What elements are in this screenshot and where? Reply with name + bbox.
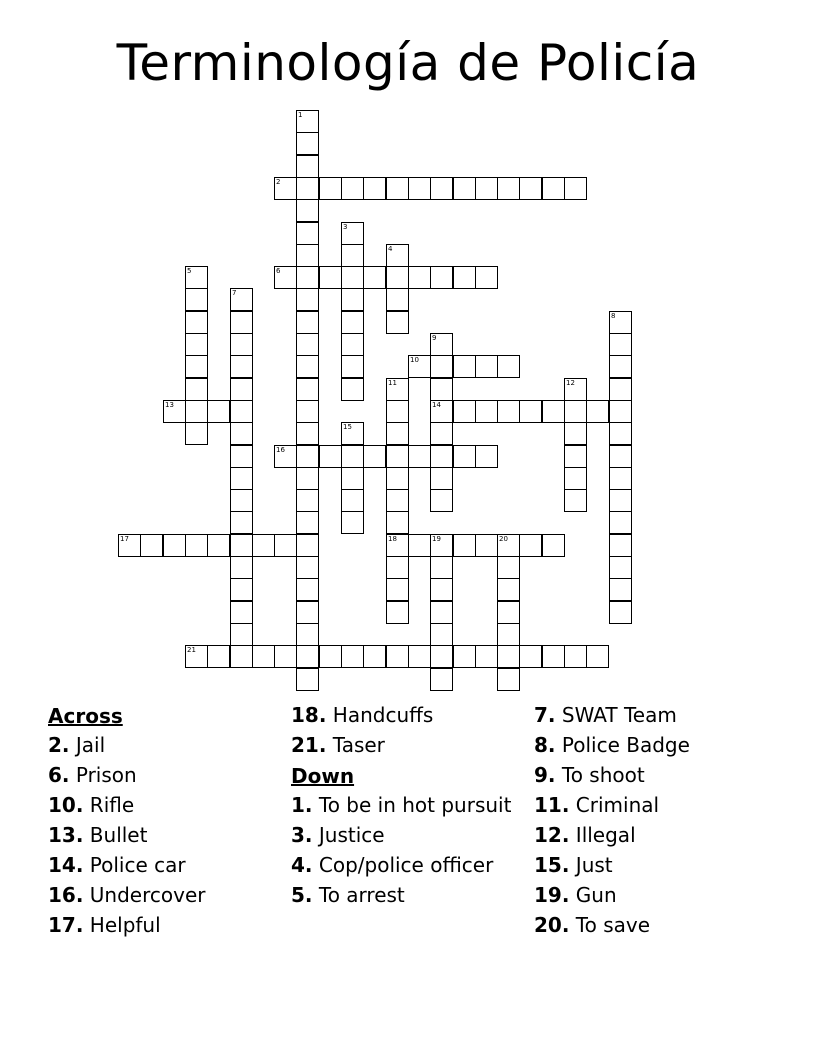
cell-number: 6 (276, 267, 281, 275)
grid-cell[interactable] (430, 422, 453, 445)
clue-number: 21. (291, 733, 327, 757)
grid-cell[interactable] (408, 445, 431, 468)
clue-item (48, 851, 278, 881)
grid-cell[interactable] (609, 578, 632, 601)
grid-cell[interactable] (609, 601, 632, 624)
grid-cell[interactable] (140, 534, 163, 557)
grid-cell[interactable] (296, 578, 319, 601)
clue-item (291, 851, 521, 881)
grid-cell[interactable] (609, 489, 632, 512)
down-clue-list-cont (534, 701, 764, 941)
grid-cell[interactable] (296, 378, 319, 401)
clue-item (534, 911, 764, 941)
clue-number: 8. (534, 733, 556, 757)
clue-item (48, 881, 278, 911)
grid-cell[interactable] (609, 333, 632, 356)
grid-cell[interactable] (497, 578, 520, 601)
cell-number: 13 (165, 401, 174, 409)
clue-item (534, 851, 764, 881)
grid-cell[interactable] (430, 400, 453, 423)
grid-cell[interactable] (230, 645, 253, 668)
grid-cell[interactable] (386, 311, 409, 334)
cell-number: 10 (410, 356, 419, 364)
clue-item (48, 911, 278, 941)
grid-cell[interactable] (274, 177, 297, 200)
grid-cell[interactable] (564, 378, 587, 401)
grid-cell[interactable] (475, 445, 498, 468)
grid-cell[interactable] (296, 155, 319, 178)
grid-cell[interactable] (430, 266, 453, 289)
clue-number: 19. (534, 883, 570, 907)
grid-cell[interactable] (341, 422, 364, 445)
grid-cell[interactable] (586, 645, 609, 668)
grid-cell[interactable] (230, 489, 253, 512)
clue-item (534, 731, 764, 761)
grid-cell[interactable] (296, 445, 319, 468)
grid-cell[interactable] (296, 311, 319, 334)
grid-cell[interactable] (319, 177, 342, 200)
grid-cell[interactable] (386, 177, 409, 200)
grid-cell[interactable] (207, 534, 230, 557)
grid-cell[interactable] (609, 534, 632, 557)
across-clue-list-cont (291, 701, 521, 761)
clue-number: 15. (534, 853, 570, 877)
clue-item (48, 761, 278, 791)
grid-cell[interactable] (497, 400, 520, 423)
grid-cell[interactable] (274, 266, 297, 289)
grid-cell[interactable] (408, 355, 431, 378)
grid-cell[interactable] (408, 266, 431, 289)
grid-cell[interactable] (185, 422, 208, 445)
grid-cell[interactable] (341, 489, 364, 512)
grid-cell[interactable] (386, 378, 409, 401)
grid-cell[interactable] (363, 177, 386, 200)
cell-number: 16 (276, 446, 285, 454)
grid-cell[interactable] (341, 378, 364, 401)
grid-cell[interactable] (564, 445, 587, 468)
clues-column-1 (48, 701, 278, 941)
grid-cell[interactable] (475, 645, 498, 668)
grid-cell[interactable] (207, 645, 230, 668)
grid-cell[interactable] (296, 489, 319, 512)
clue-text: To be in hot pursuit (312, 793, 512, 817)
cell-number: 12 (566, 379, 575, 387)
clue-text: Illegal (569, 823, 636, 847)
grid-cell[interactable] (519, 645, 542, 668)
grid-cell[interactable] (609, 556, 632, 579)
clue-number: 11. (534, 793, 570, 817)
grid-cell[interactable] (497, 668, 520, 691)
grid-cell[interactable] (430, 333, 453, 356)
grid-cell[interactable] (230, 534, 253, 557)
clue-text: To shoot (555, 763, 645, 787)
grid-cell[interactable] (230, 400, 253, 423)
grid-cell[interactable] (564, 489, 587, 512)
grid-cell[interactable] (408, 177, 431, 200)
clue-item (291, 791, 521, 821)
clue-item (291, 701, 521, 731)
grid-cell[interactable] (542, 645, 565, 668)
grid-cell[interactable] (252, 645, 275, 668)
grid-cell[interactable] (230, 556, 253, 579)
clue-text: To arrest (312, 883, 405, 907)
grid-cell[interactable] (296, 244, 319, 267)
grid-cell[interactable] (363, 645, 386, 668)
cell-number: 9 (432, 334, 437, 342)
clue-text: Cop/police officer (312, 853, 494, 877)
grid-cell[interactable] (230, 378, 253, 401)
clue-item (48, 731, 278, 761)
grid-cell[interactable] (118, 534, 141, 557)
cell-number: 1 (298, 111, 303, 119)
cell-number: 20 (499, 535, 508, 543)
grid-cell[interactable] (609, 422, 632, 445)
cell-number: 19 (432, 535, 441, 543)
grid-cell[interactable] (386, 489, 409, 512)
grid-cell[interactable] (319, 266, 342, 289)
grid-cell[interactable] (497, 556, 520, 579)
clue-text: Taser (326, 733, 385, 757)
grid-cell[interactable] (519, 534, 542, 557)
grid-cell[interactable] (319, 645, 342, 668)
grid-cell[interactable] (185, 311, 208, 334)
clue-number: 7. (534, 703, 556, 727)
clues-column-2 (291, 701, 521, 911)
grid-cell[interactable] (453, 534, 476, 557)
clue-item (534, 701, 764, 731)
grid-cell[interactable] (430, 534, 453, 557)
cell-number: 8 (611, 312, 616, 320)
clue-item (291, 881, 521, 911)
clue-number: 17. (48, 913, 84, 937)
clue-text: Justice (312, 823, 385, 847)
grid-cell[interactable] (386, 645, 409, 668)
grid-cell[interactable] (341, 222, 364, 245)
clue-text: Just (569, 853, 613, 877)
cell-number: 21 (187, 646, 196, 654)
clue-text: SWAT Team (555, 703, 677, 727)
grid-cell[interactable] (185, 355, 208, 378)
cell-number: 11 (388, 379, 397, 387)
grid-cell[interactable] (430, 623, 453, 646)
grid-cell[interactable] (564, 645, 587, 668)
grid-cell[interactable] (497, 534, 520, 557)
grid-cell[interactable] (296, 422, 319, 445)
grid-cell[interactable] (386, 422, 409, 445)
grid-cell[interactable] (207, 400, 230, 423)
grid-cell[interactable] (430, 355, 453, 378)
grid-cell[interactable] (430, 467, 453, 490)
grid-cell[interactable] (408, 534, 431, 557)
cell-number: 7 (232, 289, 237, 297)
grid-cell[interactable] (341, 288, 364, 311)
grid-cell[interactable] (430, 601, 453, 624)
grid-cell[interactable] (519, 177, 542, 200)
puzzle-title: Terminología de Policía (116, 34, 700, 92)
grid-cell[interactable] (185, 645, 208, 668)
across-heading: Across (48, 704, 123, 728)
grid-cell[interactable] (430, 445, 453, 468)
grid-cell[interactable] (341, 266, 364, 289)
clue-number: 16. (48, 883, 84, 907)
grid-cell[interactable] (497, 623, 520, 646)
grid-cell[interactable] (609, 400, 632, 423)
clue-number: 13. (48, 823, 84, 847)
clue-number: 14. (48, 853, 84, 877)
grid-cell[interactable] (453, 266, 476, 289)
clue-text: Handcuffs (326, 703, 434, 727)
clue-number: 12. (534, 823, 570, 847)
grid-cell[interactable] (252, 534, 275, 557)
clue-text: Rifle (83, 793, 135, 817)
grid-cell[interactable] (230, 355, 253, 378)
grid-cell[interactable] (586, 400, 609, 423)
clue-number: 2. (48, 733, 70, 757)
grid-cell[interactable] (386, 445, 409, 468)
grid-cell[interactable] (609, 445, 632, 468)
grid-cell[interactable] (230, 445, 253, 468)
grid-cell[interactable] (363, 445, 386, 468)
grid-cell[interactable] (185, 378, 208, 401)
grid-cell[interactable] (163, 400, 186, 423)
grid-cell[interactable] (341, 355, 364, 378)
clue-item (291, 731, 521, 761)
grid-cell[interactable] (185, 534, 208, 557)
grid-cell[interactable] (363, 266, 386, 289)
grid-cell[interactable] (296, 110, 319, 133)
grid-cell[interactable] (230, 601, 253, 624)
clue-number: 18. (291, 703, 327, 727)
grid-cell[interactable] (296, 288, 319, 311)
clue-text: Bullet (83, 823, 148, 847)
grid-cell[interactable] (296, 400, 319, 423)
grid-cell[interactable] (430, 578, 453, 601)
grid-cell[interactable] (274, 445, 297, 468)
clue-number: 5. (291, 883, 313, 907)
clue-text: Police car (83, 853, 186, 877)
grid-cell[interactable] (542, 177, 565, 200)
grid-cell[interactable] (296, 177, 319, 200)
grid-cell[interactable] (475, 400, 498, 423)
grid-cell[interactable] (341, 311, 364, 334)
down-clue-list (291, 791, 521, 911)
grid-cell[interactable] (341, 445, 364, 468)
grid-cell[interactable] (430, 556, 453, 579)
clue-text: Criminal (569, 793, 660, 817)
grid-cell[interactable] (519, 400, 542, 423)
grid-cell[interactable] (230, 422, 253, 445)
grid-cell[interactable] (408, 645, 431, 668)
grid-cell[interactable] (497, 645, 520, 668)
clue-item (534, 761, 764, 791)
grid-cell[interactable] (386, 578, 409, 601)
grid-cell[interactable] (542, 534, 565, 557)
grid-cell[interactable] (386, 467, 409, 490)
grid-cell[interactable] (296, 132, 319, 155)
grid-cell[interactable] (296, 266, 319, 289)
grid-cell[interactable] (296, 534, 319, 557)
grid-cell[interactable] (475, 266, 498, 289)
grid-cell[interactable] (453, 355, 476, 378)
grid-cell[interactable] (386, 400, 409, 423)
grid-cell[interactable] (296, 199, 319, 222)
grid-cell[interactable] (430, 378, 453, 401)
grid-cell[interactable] (430, 645, 453, 668)
clue-text: Helpful (83, 913, 161, 937)
grid-cell[interactable] (497, 355, 520, 378)
grid-cell[interactable] (475, 177, 498, 200)
grid-cell[interactable] (609, 355, 632, 378)
grid-cell[interactable] (230, 288, 253, 311)
grid-cell[interactable] (185, 333, 208, 356)
clue-text: To save (569, 913, 651, 937)
grid-cell[interactable] (430, 489, 453, 512)
grid-cell[interactable] (185, 400, 208, 423)
grid-cell[interactable] (430, 668, 453, 691)
clue-item (291, 821, 521, 851)
grid-cell[interactable] (564, 177, 587, 200)
down-heading: Down (291, 764, 355, 788)
cell-number: 17 (120, 535, 129, 543)
grid-cell[interactable] (230, 333, 253, 356)
grid-cell[interactable] (542, 400, 565, 423)
grid-cell[interactable] (386, 534, 409, 557)
grid-cell[interactable] (163, 534, 186, 557)
clue-number: 3. (291, 823, 313, 847)
grid-cell[interactable] (296, 645, 319, 668)
grid-cell[interactable] (341, 177, 364, 200)
grid-cell[interactable] (296, 333, 319, 356)
grid-cell[interactable] (230, 511, 253, 534)
clue-item (48, 791, 278, 821)
grid-cell[interactable] (341, 244, 364, 267)
grid-cell[interactable] (296, 601, 319, 624)
grid-cell[interactable] (296, 511, 319, 534)
cell-number: 15 (343, 423, 352, 431)
grid-cell[interactable] (230, 623, 253, 646)
cell-number: 14 (432, 401, 441, 409)
grid-cell[interactable] (609, 311, 632, 334)
grid-cell[interactable] (609, 511, 632, 534)
grid-cell[interactable] (609, 467, 632, 490)
grid-cell[interactable] (230, 311, 253, 334)
grid-cell[interactable] (296, 355, 319, 378)
grid-cell[interactable] (386, 511, 409, 534)
clue-number: 20. (534, 913, 570, 937)
grid-cell[interactable] (230, 467, 253, 490)
grid-cell[interactable] (386, 288, 409, 311)
grid-cell[interactable] (386, 556, 409, 579)
cell-number: 18 (388, 535, 397, 543)
grid-cell[interactable] (341, 467, 364, 490)
grid-cell[interactable] (453, 645, 476, 668)
grid-cell[interactable] (319, 445, 342, 468)
grid-cell[interactable] (341, 511, 364, 534)
grid-cell[interactable] (296, 556, 319, 579)
grid-cell[interactable] (296, 467, 319, 490)
clue-text: Jail (69, 733, 106, 757)
grid-cell[interactable] (564, 400, 587, 423)
grid-cell[interactable] (475, 355, 498, 378)
grid-cell[interactable] (386, 266, 409, 289)
clue-item (534, 881, 764, 911)
cell-number: 3 (343, 223, 348, 231)
clue-number: 6. (48, 763, 70, 787)
grid-cell[interactable] (274, 645, 297, 668)
cell-number: 4 (388, 245, 393, 253)
grid-cell[interactable] (296, 668, 319, 691)
cell-number: 5 (187, 267, 192, 275)
grid-cell[interactable] (497, 177, 520, 200)
clue-text: Undercover (83, 883, 206, 907)
grid-cell[interactable] (430, 177, 453, 200)
grid-cell[interactable] (609, 378, 632, 401)
grid-cell[interactable] (185, 266, 208, 289)
clue-number: 1. (291, 793, 313, 817)
grid-cell[interactable] (453, 177, 476, 200)
grid-cell[interactable] (475, 534, 498, 557)
clue-text: Gun (569, 883, 617, 907)
cell-number: 2 (276, 178, 281, 186)
clues-column-3 (534, 701, 764, 941)
clue-number: 4. (291, 853, 313, 877)
grid-cell[interactable] (341, 645, 364, 668)
clue-text: Prison (69, 763, 137, 787)
grid-cell[interactable] (386, 601, 409, 624)
clue-item (48, 821, 278, 851)
grid-cell[interactable] (230, 578, 253, 601)
grid-cell[interactable] (564, 467, 587, 490)
grid-cell[interactable] (497, 601, 520, 624)
clue-number: 10. (48, 793, 84, 817)
grid-cell[interactable] (386, 244, 409, 267)
clue-text: Police Badge (555, 733, 690, 757)
grid-cell[interactable] (296, 222, 319, 245)
grid-cell[interactable] (453, 400, 476, 423)
grid-cell[interactable] (185, 288, 208, 311)
grid-cell[interactable] (453, 445, 476, 468)
grid-cell[interactable] (296, 623, 319, 646)
across-clue-list (48, 731, 278, 941)
grid-cell[interactable] (274, 534, 297, 557)
clue-item (534, 791, 764, 821)
grid-cell[interactable] (564, 422, 587, 445)
clue-item (534, 821, 764, 851)
clue-number: 9. (534, 763, 556, 787)
grid-cell[interactable] (341, 333, 364, 356)
